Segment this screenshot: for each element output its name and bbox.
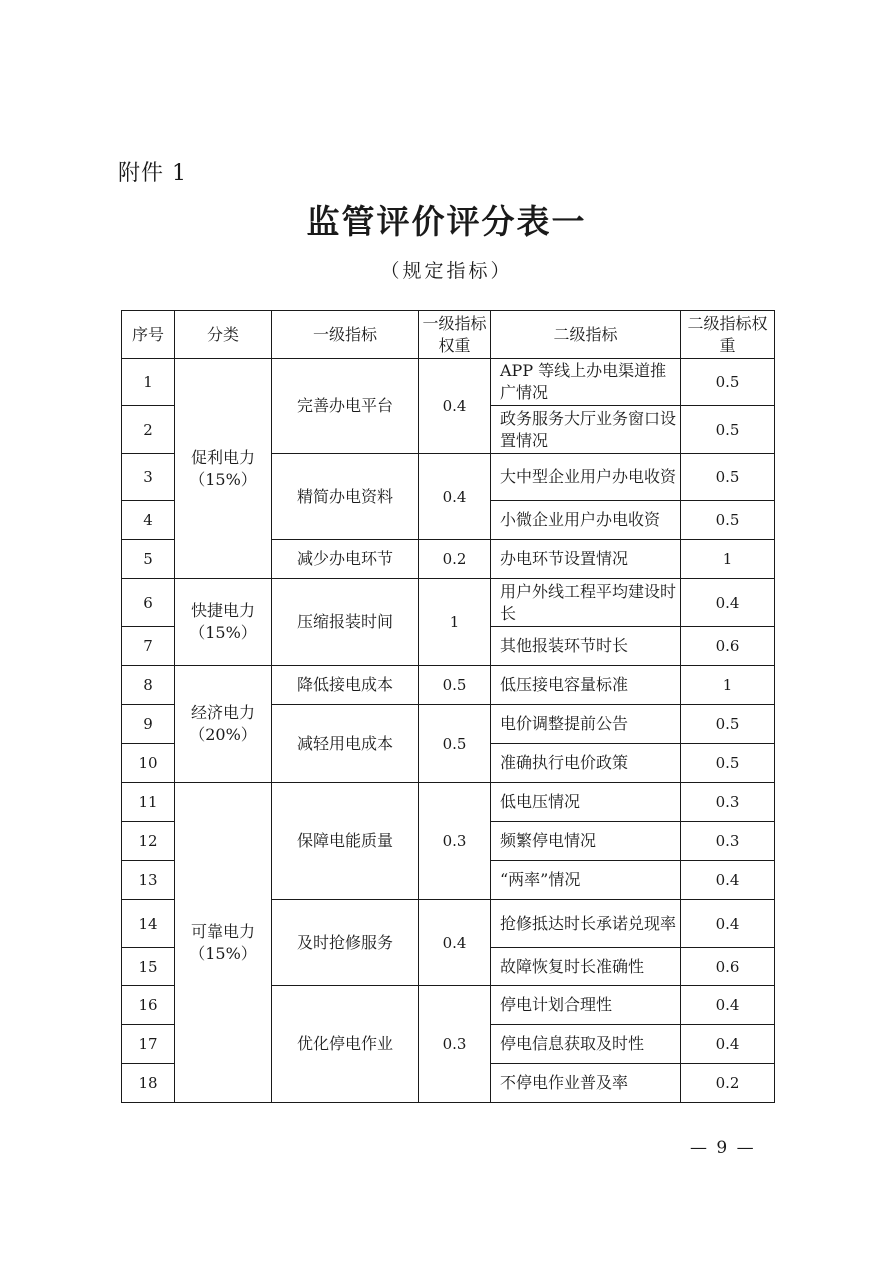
header-level1-indicator: 一级指标	[272, 311, 419, 359]
level2-indicator-cell: 大中型企业用户办电收资	[491, 454, 681, 501]
level1-indicator-cell: 保障电能质量	[272, 783, 419, 900]
header-level2-weight: 二级指标权重	[681, 311, 775, 359]
header-seq: 序号	[122, 311, 175, 359]
level2-weight-cell: 0.5	[681, 705, 775, 744]
table-header-row	[122, 311, 775, 359]
level2-indicator-cell: 停电信息获取及时性	[491, 1025, 681, 1064]
level2-weight-cell: 1	[681, 540, 775, 579]
seq-cell: 8	[122, 666, 175, 705]
seq-cell: 2	[122, 406, 175, 454]
seq-cell: 12	[122, 822, 175, 861]
page-title: 监管评价评分表一	[306, 202, 587, 241]
level2-indicator-cell: 频繁停电情况	[491, 822, 681, 861]
level1-weight-cell: 0.2	[419, 540, 491, 579]
seq-cell: 1	[122, 359, 175, 406]
level1-weight-cell: 1	[419, 579, 491, 666]
level2-weight-cell: 0.6	[681, 627, 775, 666]
header-category: 分类	[175, 311, 272, 359]
level2-weight-cell: 0.4	[681, 900, 775, 948]
category-cell: 可靠电力（15%）	[175, 783, 272, 1103]
header-level1-weight: 一级指标权重	[419, 311, 491, 359]
level2-indicator-cell: 低电压情况	[491, 783, 681, 822]
level1-indicator-cell: 优化停电作业	[272, 986, 419, 1103]
level2-indicator-cell: “两率”情况	[491, 861, 681, 900]
table-row	[122, 783, 775, 822]
level1-indicator-cell: 完善办电平台	[272, 359, 419, 454]
seq-cell: 13	[122, 861, 175, 900]
attachment-label: 附件 1	[118, 161, 187, 186]
level2-indicator-cell: 准确执行电价政策	[491, 744, 681, 783]
level2-weight-cell: 0.5	[681, 406, 775, 454]
table-row	[122, 666, 775, 705]
level1-indicator-cell: 减少办电环节	[272, 540, 419, 579]
level1-indicator-cell: 降低接电成本	[272, 666, 419, 705]
level2-indicator-cell: 小微企业用户办电收资	[491, 501, 681, 540]
level2-indicator-cell: 停电计划合理性	[491, 986, 681, 1025]
page-number: — 9 —	[690, 1138, 756, 1158]
seq-cell: 5	[122, 540, 175, 579]
seq-cell: 7	[122, 627, 175, 666]
table-row	[122, 359, 775, 406]
level1-weight-cell: 0.5	[419, 705, 491, 783]
level2-weight-cell: 0.4	[681, 986, 775, 1025]
page-subtitle: （规定指标）	[380, 260, 513, 282]
level2-indicator-cell: 用户外线工程平均建设时长	[491, 579, 681, 627]
seq-cell: 14	[122, 900, 175, 948]
level1-weight-cell: 0.4	[419, 454, 491, 540]
level2-indicator-cell: 不停电作业普及率	[491, 1064, 681, 1103]
category-cell: 快捷电力（15%）	[175, 579, 272, 666]
level2-weight-cell: 0.3	[681, 822, 775, 861]
level2-weight-cell: 0.4	[681, 1025, 775, 1064]
seq-cell: 11	[122, 783, 175, 822]
level1-weight-cell: 0.4	[419, 900, 491, 986]
level2-indicator-cell: APP 等线上办电渠道推广情况	[491, 359, 681, 406]
level2-weight-cell: 0.3	[681, 783, 775, 822]
table-row	[122, 579, 775, 627]
level2-indicator-cell: 办电环节设置情况	[491, 540, 681, 579]
level2-indicator-cell: 电价调整提前公告	[491, 705, 681, 744]
level2-weight-cell: 0.5	[681, 359, 775, 406]
level1-indicator-cell: 减轻用电成本	[272, 705, 419, 783]
level1-indicator-cell: 及时抢修服务	[272, 900, 419, 986]
scoring-table	[121, 310, 775, 1103]
level2-weight-cell: 0.5	[681, 501, 775, 540]
level2-indicator-cell: 故障恢复时长准确性	[491, 948, 681, 986]
level1-weight-cell: 0.3	[419, 783, 491, 900]
level1-indicator-cell: 压缩报装时间	[272, 579, 419, 666]
level2-weight-cell: 0.4	[681, 861, 775, 900]
level1-weight-cell: 0.5	[419, 666, 491, 705]
level2-weight-cell: 0.2	[681, 1064, 775, 1103]
category-cell: 经济电力（20%）	[175, 666, 272, 783]
level1-indicator-cell: 精简办电资料	[272, 454, 419, 540]
seq-cell: 17	[122, 1025, 175, 1064]
seq-cell: 16	[122, 986, 175, 1025]
level2-indicator-cell: 其他报装环节时长	[491, 627, 681, 666]
level2-weight-cell: 0.4	[681, 579, 775, 627]
level2-weight-cell: 1	[681, 666, 775, 705]
level2-indicator-cell: 政务服务大厅业务窗口设置情况	[491, 406, 681, 454]
seq-cell: 15	[122, 948, 175, 986]
seq-cell: 18	[122, 1064, 175, 1103]
header-level2-indicator: 二级指标	[491, 311, 681, 359]
seq-cell: 4	[122, 501, 175, 540]
category-cell: 促利电力（15%）	[175, 359, 272, 579]
level1-weight-cell: 0.3	[419, 986, 491, 1103]
level2-weight-cell: 0.5	[681, 454, 775, 501]
seq-cell: 6	[122, 579, 175, 627]
seq-cell: 10	[122, 744, 175, 783]
level2-indicator-cell: 抢修抵达时长承诺兑现率	[491, 900, 681, 948]
level2-weight-cell: 0.5	[681, 744, 775, 783]
seq-cell: 3	[122, 454, 175, 501]
seq-cell: 9	[122, 705, 175, 744]
level2-indicator-cell: 低压接电容量标准	[491, 666, 681, 705]
level1-weight-cell: 0.4	[419, 359, 491, 454]
level2-weight-cell: 0.6	[681, 948, 775, 986]
